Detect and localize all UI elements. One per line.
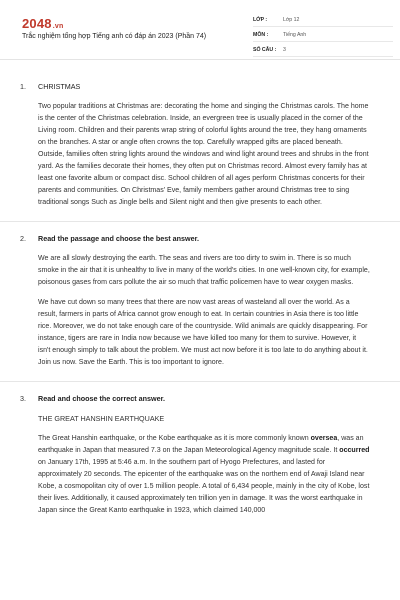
question-number: 2. bbox=[20, 234, 26, 243]
document-title: Trắc nghiệm tổng hợp Tiếng anh có đáp án 2023 (Phần 74) bbox=[22, 33, 207, 40]
meta-value: Lớp 12 bbox=[283, 17, 300, 23]
meta-label: MÔN : bbox=[253, 32, 269, 38]
question-heading: Read and choose the correct answer. bbox=[38, 394, 166, 403]
meta-row-class bbox=[253, 14, 393, 27]
question-number: 3. bbox=[20, 394, 26, 403]
logo-text: 2048 bbox=[22, 16, 52, 31]
text-run: , was an earthquake in Japan that measured 7.3 on the Japan Meteorological Agency magnitude scale. It bbox=[38, 435, 364, 454]
divider bbox=[0, 381, 400, 382]
divider bbox=[0, 221, 400, 222]
passage-title: THE GREAT HANSHIN EARTHQUAKE bbox=[38, 414, 165, 423]
header bbox=[0, 0, 400, 60]
question-heading: Read the passage and choose the best answer. bbox=[38, 234, 199, 243]
highlighted-word: oversea bbox=[310, 435, 338, 442]
passage-paragraph: We have cut down so many trees that there are now vast areas of wasteland all over the world. As a result, farmers in parts of Africa cannot grow enough to eat. In certain countries in Asia there is too little rice. Moreover, we do not take enough care of the countryside. Wild animals are quickly disappearing. For instance, tigers are rare in India now because we have killed too many for them to survive. However, it isn't enough simply to talk about the problem. We must act now before it is too late to do anything about it. Join us now. Save the Earth. This is too important to ignore. bbox=[38, 299, 368, 366]
passage-paragraph bbox=[38, 433, 370, 517]
text-run: on January 17th, 1995 at 5:46 a.m. In the southern part of Hyogo Prefectures, and lasted for approximately 20 seconds. The epicenter of the earthquake was on the northern end of Awaji Island near Kobe, a cosmopolitan city of over 1.5 million people. A total of 6,434 people, mainly in the city of Kobe, lost their lives. Additionally, it caused approximately ten trillion yen in damage. It was the worst earthquake in Japan since the Great Kanto earthquake in 1923, which claimed 140,000 bbox=[38, 459, 370, 514]
logo-suffix: .vn bbox=[52, 23, 64, 30]
question-1 bbox=[0, 82, 400, 209]
meta-value: 3 bbox=[283, 47, 286, 53]
question-3 bbox=[0, 394, 400, 517]
question-2 bbox=[0, 234, 400, 369]
site-logo[interactable] bbox=[22, 16, 63, 31]
meta-value: Tiếng Anh bbox=[283, 32, 307, 38]
meta-label: LỚP : bbox=[253, 17, 268, 23]
passage-paragraph: We are all slowly destroying the earth. The seas and rivers are too dirty to swim in. There is so much smoke in the air that it is unhealthy to live in many of the world's cities. In one well-known city, for example, poisonous gases from cars pollute the air so much that traffic policemen have to wear oxygen masks. bbox=[38, 255, 370, 286]
meta-label: SỐ CÂU : bbox=[253, 47, 277, 53]
passage-paragraph: Two popular traditions at Christmas are: decorating the home and singing the Christmas carols. The home is the center of the Christmas celebration. Inside, an evergreen tree is usually placed in the corner of the Living room. Children and their parents wrap string of colorful lights around the tree, they hang ornaments on the branches. A star or angle often crowns the top. Carefully wrapped gifts are placed beneath. Outside, families often string lights around the windows and wind light around trees and shrubs in the front yard. As the families decorate their homes, they often put on Christmas record. Almost every family has at least one favorite album or compact disc. School children of all ages perform Christmas concerts for their parents and communities. On Christmas' Eve, family members gather around Christmas tree to sing traditional songs Such as Jingle bells and Silent night and then give presents to each other. bbox=[38, 103, 369, 206]
meta-row-count bbox=[253, 44, 393, 57]
text-run: The Great Hanshin earthquake, or the Kobe earthquake as it is more commonly known bbox=[38, 435, 311, 442]
content bbox=[0, 60, 400, 517]
question-heading: CHRISTMAS bbox=[38, 82, 81, 91]
question-number: 1. bbox=[20, 82, 26, 91]
meta-info bbox=[253, 14, 393, 59]
meta-row-subject bbox=[253, 29, 393, 42]
highlighted-word: occurred bbox=[339, 447, 370, 454]
